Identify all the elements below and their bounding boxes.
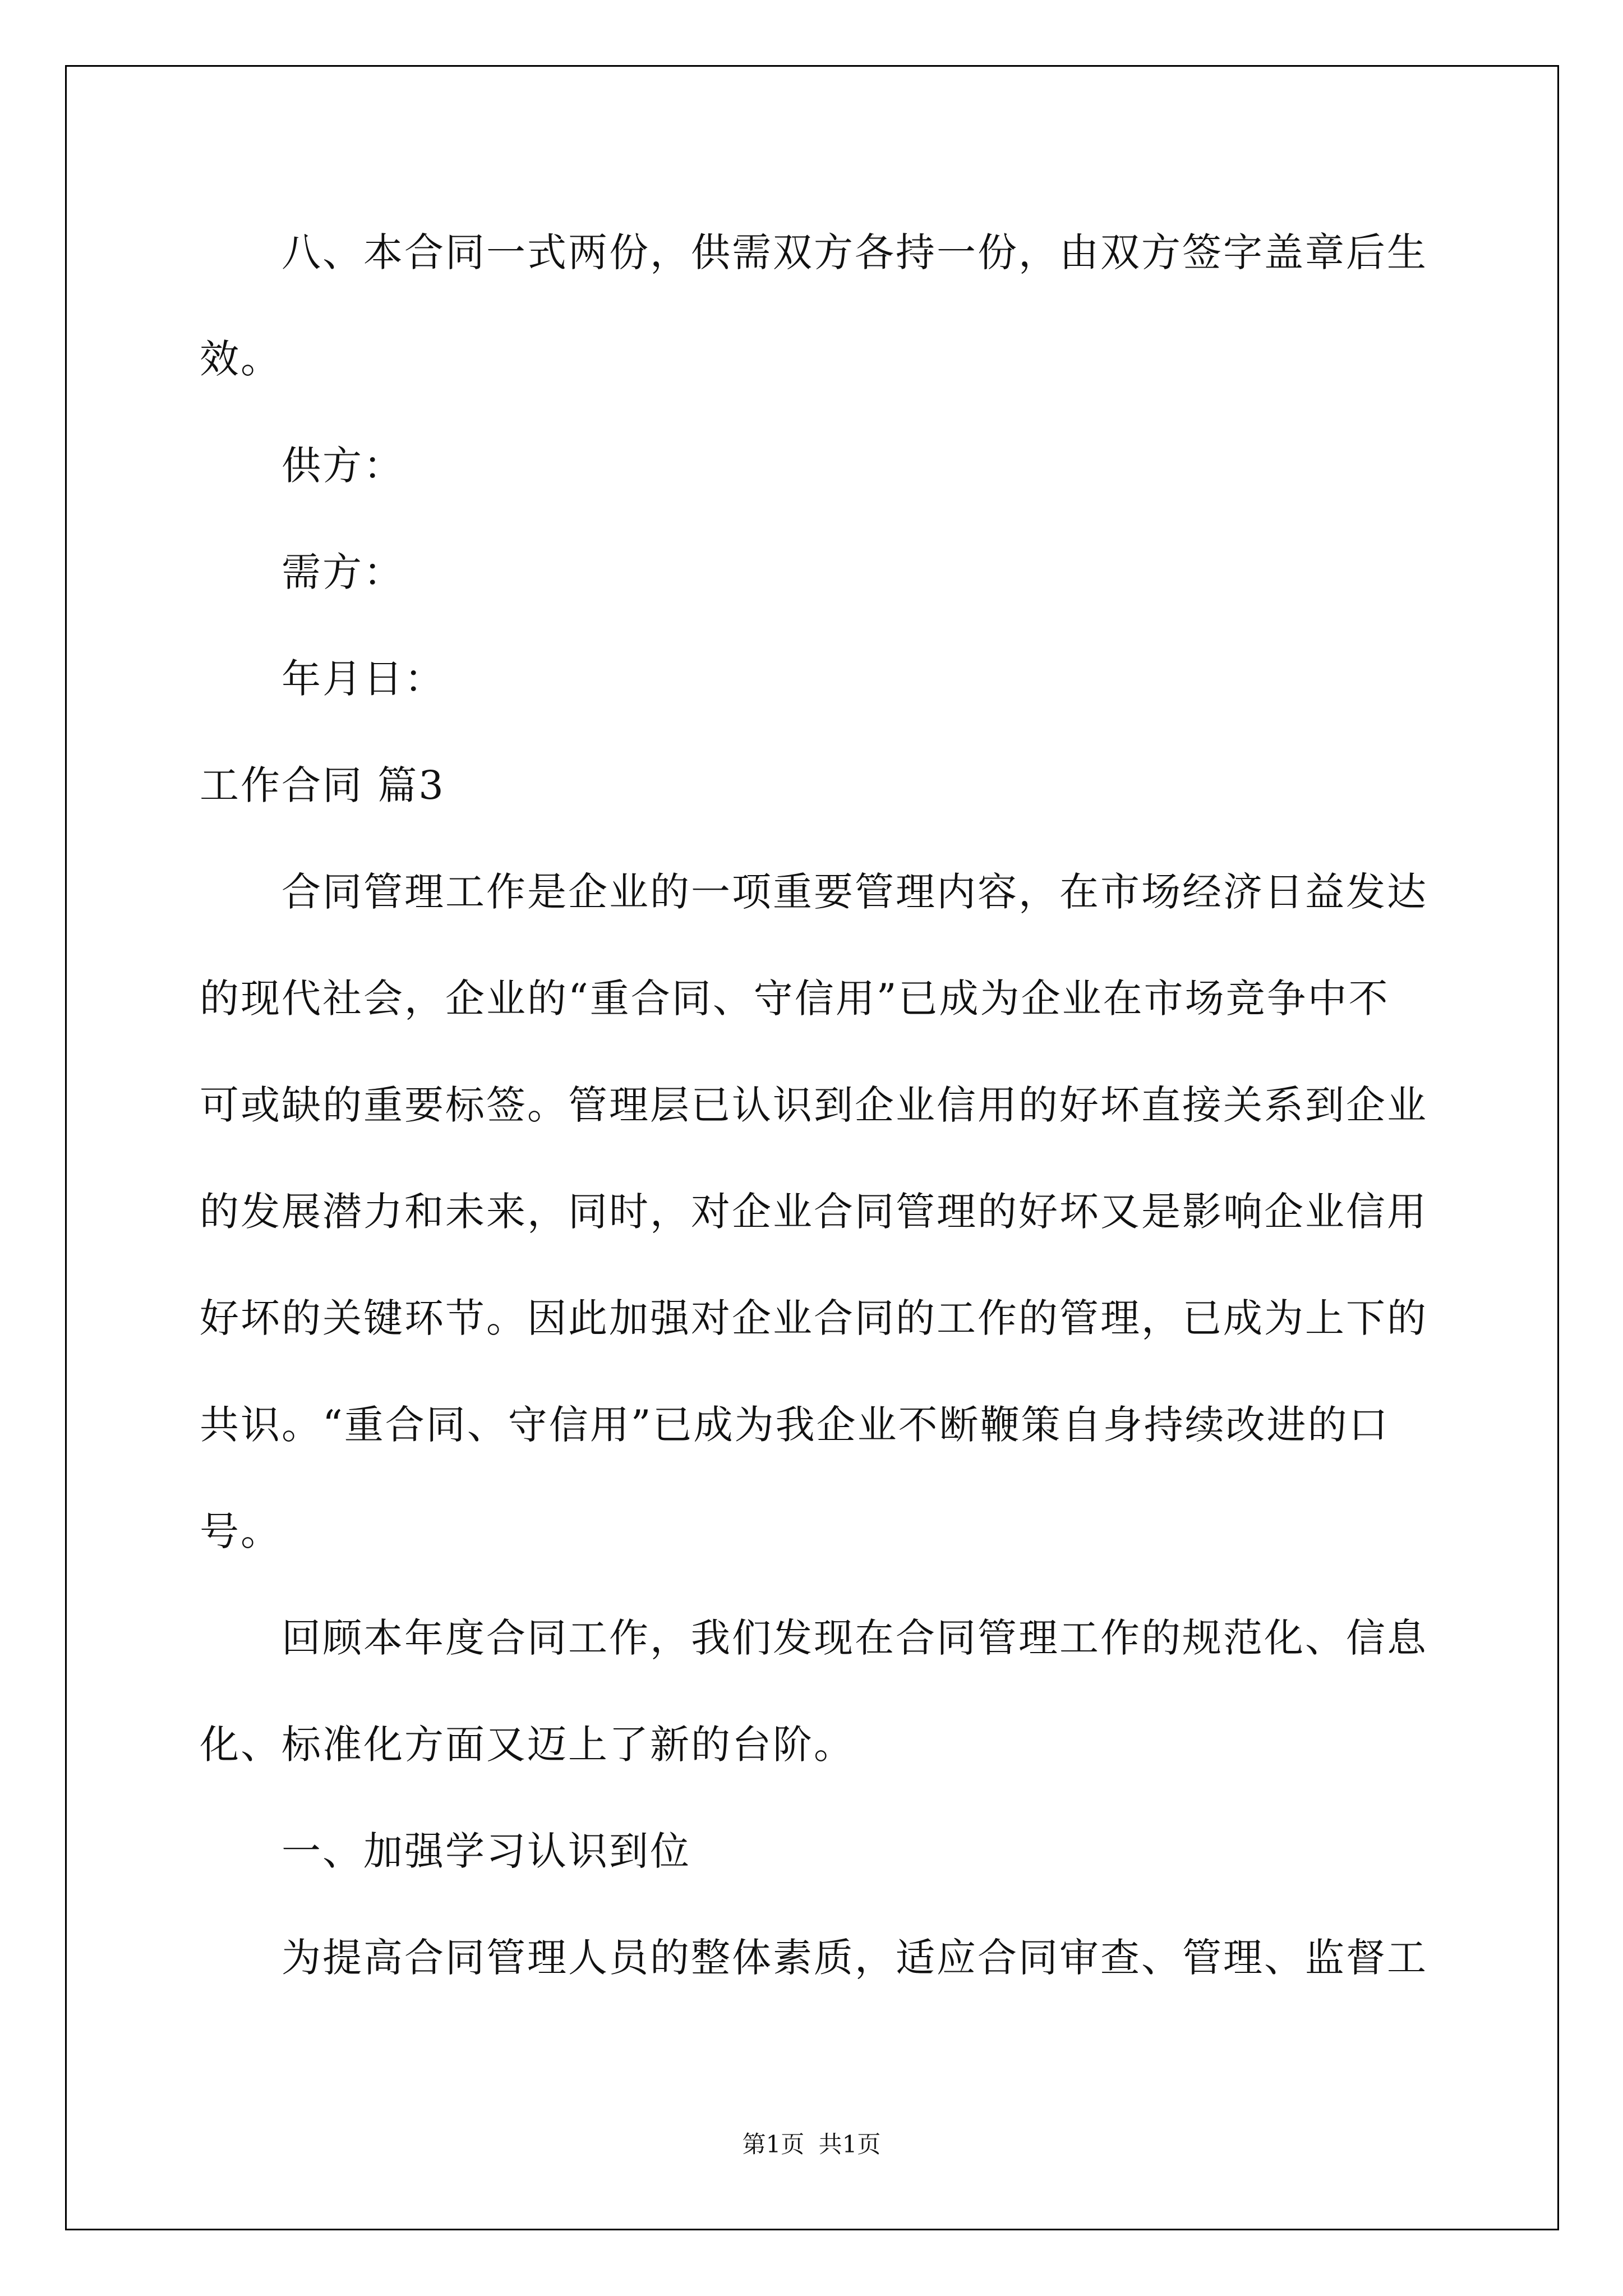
paragraph-line: 共识。“重合同、守信用”已成为我企业不断鞭策自身持续改进的口 [200,1402,1390,1448]
page-total: 共1页 [818,2131,881,2158]
page-number: 第1页 [742,2131,805,2158]
paragraph-line: 化、标准化方面又迈上了新的台阶。 [200,1722,855,1768]
paragraph-line: 为提高合同管理人员的整体素质，适应合同审查、管理、监督工 [282,1935,1428,1981]
paragraph-line: 八、本合同一式两份，供需双方各持一份，由双方签字盖章后生 [282,229,1428,275]
paragraph-line: 效。 [200,336,282,382]
date-label: 年月日： [282,656,445,702]
page-footer [0,2131,1623,2159]
paragraph-line: 回顾本年度合同工作，我们发现在合同管理工作的规范化、信息 [282,1615,1428,1661]
paragraph-line: 的现代社会，企业的“重合同、守信用”已成为企业在市场竞争中不 [200,976,1390,1022]
section-heading: 工作合同 篇3 [200,762,445,808]
paragraph-line: 可或缺的重要标签。管理层已认识到企业信用的好坏直接关系到企业 [200,1082,1428,1128]
paragraph-line: 的发展潜力和未来，同时，对企业合同管理的好坏又是影响企业信用 [200,1189,1428,1235]
paragraph-line: 合同管理工作是企业的一项重要管理内容，在市场经济日益发达 [282,869,1428,915]
buyer-label: 需方： [282,549,404,595]
paragraph-line: 号。 [200,1508,282,1554]
subsection-heading: 一、加强学习认识到位 [282,1828,691,1874]
supplier-label: 供方： [282,443,404,489]
page-border [65,65,1559,2230]
paragraph-line: 好坏的关键环节。因此加强对企业合同的工作的管理，已成为上下的 [200,1295,1428,1341]
